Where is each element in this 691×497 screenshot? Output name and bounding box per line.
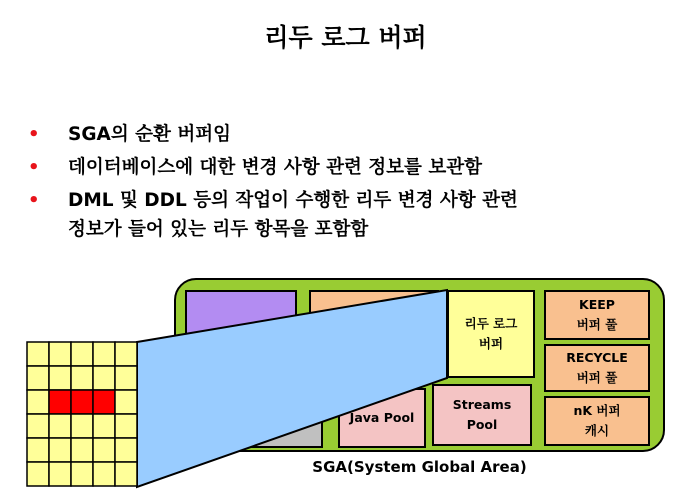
keep-buffer-pool-label: KEEP	[579, 297, 615, 312]
sga-label: SGA(System Global Area)	[312, 458, 527, 476]
buffer-cell	[71, 342, 93, 366]
page-title: 리두 로그 버퍼	[264, 23, 427, 52]
buffer-cell	[49, 414, 71, 438]
buffer-cell	[115, 438, 137, 462]
buffer-cell	[27, 438, 49, 462]
buffer-cell	[49, 366, 71, 390]
buffer-cell	[93, 414, 115, 438]
buffer-cell	[27, 342, 49, 366]
buffer-cell	[115, 366, 137, 390]
recycle-buffer-pool-label: RECYCLE	[566, 350, 628, 365]
buffer-cell	[115, 342, 137, 366]
buffer-cell	[93, 366, 115, 390]
buffer-cell	[49, 342, 71, 366]
keep-buffer-pool-label: 버퍼 풀	[576, 317, 618, 332]
bullet-continuation: 정보가 들어 있는 리두 항목을 포함함	[68, 219, 369, 240]
buffer-cell	[27, 390, 49, 414]
buffer-cell	[27, 414, 49, 438]
bullet-dot-icon: •	[28, 190, 40, 211]
buffer-cell	[115, 414, 137, 438]
buffer-cell	[49, 462, 71, 486]
bullet-text: DML 및 DDL 등의 작업이 수행한 리두 변경 사항 관련	[68, 190, 518, 211]
buffer-cell	[93, 462, 115, 486]
streams-pool-label: Pool	[466, 417, 498, 432]
buffer-cell-filled	[71, 390, 93, 414]
buffer-cell-filled	[49, 390, 71, 414]
buffer-cell	[93, 342, 115, 366]
buffer-cell	[115, 462, 137, 486]
buffer-cell	[27, 462, 49, 486]
buffer-cell	[27, 366, 49, 390]
buffer-cell	[93, 438, 115, 462]
buffer-cell	[71, 438, 93, 462]
recycle-buffer-pool-label: 버퍼 풀	[576, 370, 618, 385]
buffer-cell	[71, 414, 93, 438]
java-pool-label: Java Pool	[349, 410, 415, 425]
bullet-dot-icon: •	[28, 124, 40, 145]
nk-buffer-cache-label: 캐시	[584, 423, 610, 438]
bullet-dot-icon: •	[28, 157, 40, 178]
redo-log-buffer-label: 리두 로그	[464, 316, 518, 331]
buffer-grid	[27, 342, 137, 486]
bullet-text: 데이터베이스에 대한 변경 사항 관련 정보를 보관함	[68, 157, 482, 178]
buffer-cell-filled	[93, 390, 115, 414]
nk-buffer-cache-label: nK 버퍼	[573, 403, 621, 418]
buffer-cell	[71, 462, 93, 486]
streams-pool-label: Streams	[452, 397, 512, 412]
buffer-cell	[115, 390, 137, 414]
redo-log-buffer-label: 버퍼	[478, 336, 504, 351]
buffer-cell	[49, 438, 71, 462]
buffer-cell	[71, 366, 93, 390]
bullet-text: SGA의 순환 버퍼임	[68, 124, 231, 145]
